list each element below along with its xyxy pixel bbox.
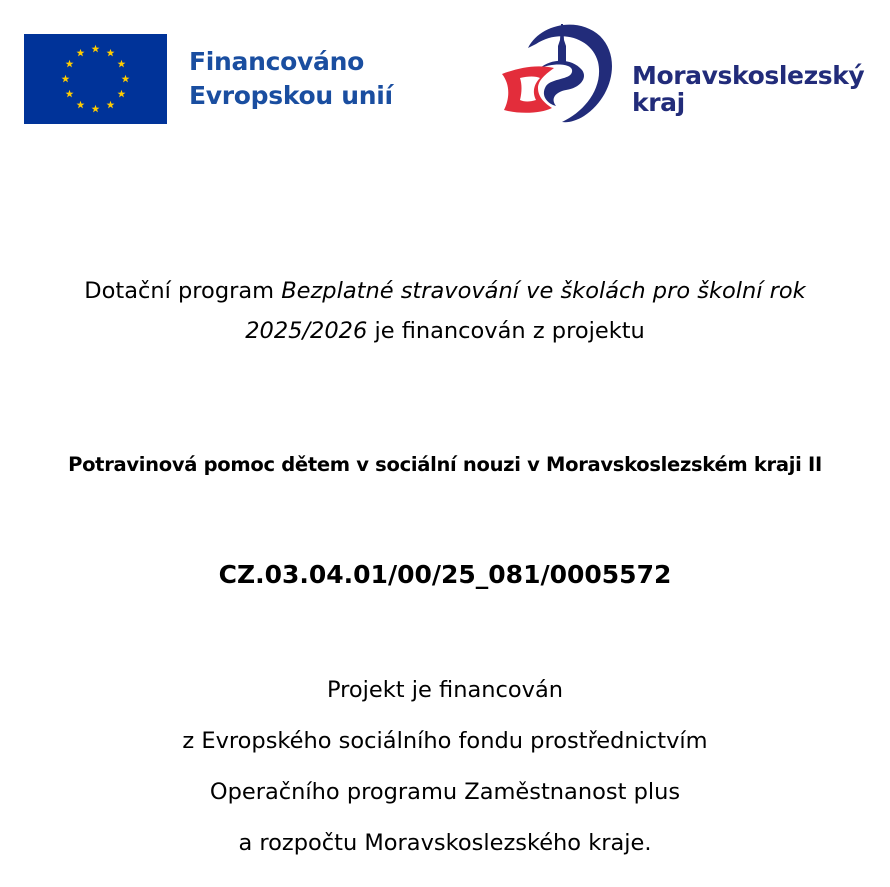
project-code: CZ.03.04.01/00/25_081/0005572	[218, 560, 672, 589]
eu-funding-logo	[24, 34, 393, 124]
funding-statement	[0, 665, 890, 869]
project-name: Potravinová pomoc dětem v sociální nouzi v Moravskoslezském kraji II	[68, 453, 822, 476]
region-logo-line-1: Moravskoslezský	[632, 61, 865, 90]
intro-prefix: Dotační program	[84, 278, 282, 304]
eu-flag-icon	[24, 34, 167, 124]
moravskoslezsky-kraj-logo	[500, 18, 870, 128]
region-logo-line-2: kraj	[632, 88, 685, 117]
eu-logo-text	[189, 45, 393, 113]
eu-logo-line-2: Evropskou unií	[189, 81, 393, 110]
funding-line: Projekt je financován	[326, 677, 564, 703]
eu-logo-line-1: Financováno	[189, 47, 364, 76]
intro-suffix: je financován z projektu	[367, 318, 645, 344]
funding-line: Operačního programu Zaměstnanost plus	[209, 779, 681, 805]
logo-header	[0, 0, 890, 140]
program-intro-paragraph	[20, 271, 870, 351]
region-logo-text	[632, 62, 864, 116]
region-emblem-icon	[500, 18, 622, 124]
funding-line: z Evropského sociálního fondu prostřednictvím	[182, 728, 708, 754]
program-name: Bezplatné stravování ve školách pro školní rok 2025/2026	[245, 278, 806, 344]
funding-line: a rozpočtu Moravskoslezského kraje.	[238, 830, 652, 856]
